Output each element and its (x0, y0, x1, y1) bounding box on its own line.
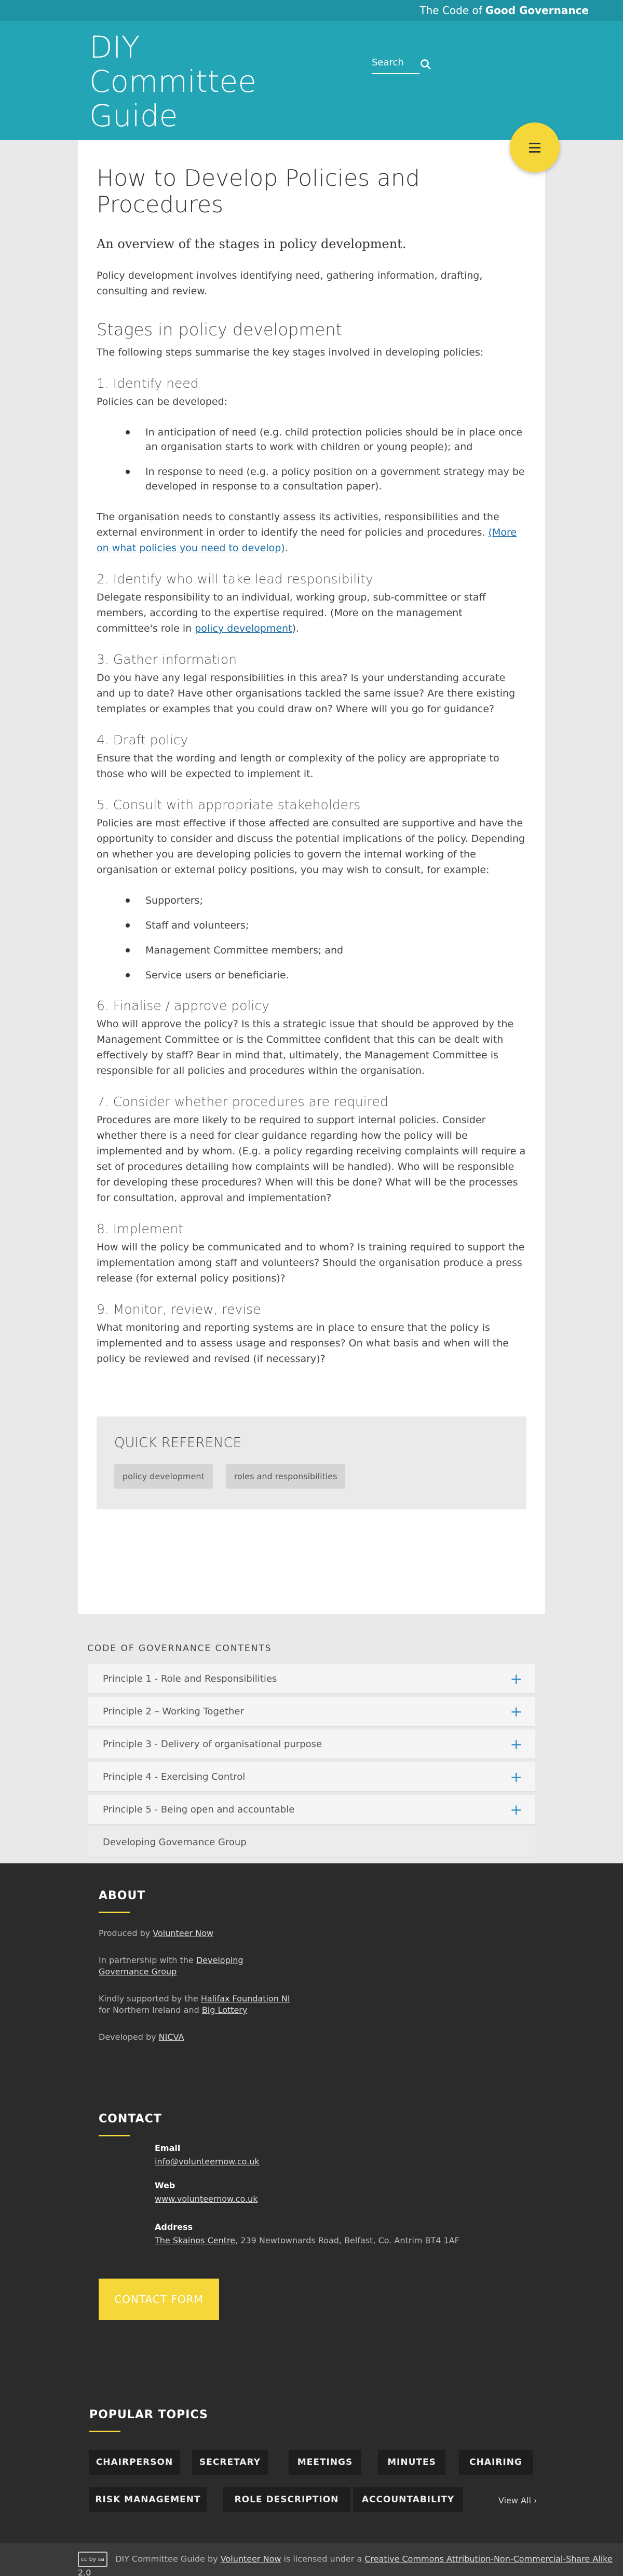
step-4-text: Ensure that the wording and length or complexity of the policy are appropriate to those who will be expected to implement it. (97, 753, 499, 780)
stages-intro: The following steps summarise the key stages involved in developing policies: (97, 347, 484, 358)
nicva-link[interactable]: NICVA (158, 2032, 184, 2042)
accordion-principle-1[interactable]: Principle 1 - Role and Responsibilities + (88, 1664, 535, 1694)
about-title: ABOUT (99, 1889, 146, 1902)
policy-development-link[interactable]: policy development (195, 623, 292, 634)
step-9-text: What monitoring and reporting systems are in place to ensure that the policy is implemented and to assess usage and responses? On what basis and when will the policy be reviewed and revised (if necessary)? (97, 1322, 509, 1365)
step-3-text: Do you have any legal responsibilities in this area? Is your understanding accurate and up to date? Have other organisations tackled the same issue? Are there existing templates or examples that you could draw on? Where will you go for guidance? (97, 672, 516, 715)
email-link[interactable]: info@volunteernow.co.uk (155, 2157, 260, 2166)
plus-icon: + (510, 1670, 522, 1687)
step-4-heading: 4. Draft policy (97, 732, 188, 747)
step-2-text: Delegate responsibility to an individual, working group, sub-committee or staff members, according to the expertise required. (More on the management committee's role in policy development). (97, 592, 486, 634)
skainos-link[interactable]: The Skainos Centre (155, 2236, 236, 2245)
about-rule (99, 1912, 130, 1913)
list-item: In anticipation of need (e.g. child protection policies should be in place once an organisation starts to work with children or young people); and (126, 425, 526, 454)
step-1-list (126, 425, 526, 494)
topic-secretary[interactable]: SECRETARY (192, 2450, 268, 2475)
tag-roles-responsibilities[interactable]: roles and responsibilities (226, 1464, 346, 1489)
step-1-paragraph: The organisation needs to constantly assess its activities, responsibilities and the external environment in order to identify the need for policies and procedures. (More on what policies you need to develop). (97, 511, 517, 554)
step-6-heading: 6. Finalise / approve policy (97, 998, 269, 1013)
code-contents (88, 1643, 535, 1860)
developing-governance-group-link[interactable]: Developing Governance Group (88, 1828, 535, 1858)
quick-reference-title: QUICK REFERENCE (114, 1435, 242, 1451)
step-5-list (126, 893, 526, 983)
step-7-heading: 7. Consider whether procedures are required (97, 1094, 388, 1109)
quick-reference (97, 1416, 526, 1509)
popular-rule (89, 2431, 120, 2432)
accordion-principle-5[interactable]: Principle 5 - Being open and accountable + (88, 1795, 535, 1825)
halifax-foundation-link[interactable]: Halifax Foundation NI (200, 1994, 290, 2003)
topic-chairing[interactable]: CHAIRING (459, 2450, 533, 2475)
list-item: In response to need (e.g. a policy position on a government strategy may be developed in response to a consultation paper). (126, 465, 526, 494)
step-1-text: Policies can be developed: (97, 396, 228, 407)
step-8-heading: 8. Implement (97, 1221, 184, 1236)
tag-policy-development[interactable]: policy development (114, 1464, 213, 1489)
step-1-heading: 1. Identify need (97, 376, 199, 391)
menu-button[interactable] (510, 122, 560, 172)
policies-link[interactable]: (More on what policies you need to develop) (97, 527, 517, 554)
contact-rule (99, 2135, 130, 2136)
topbar-strong: Good Governance (485, 4, 589, 17)
site-footer (0, 1863, 623, 2543)
accordion-principle-2[interactable]: Principle 2 – Working Together + (88, 1697, 535, 1727)
contact-address: Address The Skainos Centre, 239 Newtownards Road, Belfast, Co. Antrim BT4 1AF (155, 2222, 459, 2245)
step-2-heading: 2. Identify who will take lead responsibility (97, 571, 373, 587)
contact-section (99, 2112, 162, 2136)
step-8-text: How will the policy be communicated and to whom? Is training required to support the implementation among staff and volunteers? Should the organisation produce a press release (for external policy positions)? (97, 1242, 525, 1284)
popular-section (89, 2408, 208, 2432)
intro-text: Policy development involves identifying need, gathering information, drafting, consulting and review. (97, 270, 483, 297)
accordion-principle-4[interactable]: Principle 4 - Exercising Control + (88, 1762, 535, 1792)
web-link[interactable]: www.volunteernow.co.uk (155, 2194, 258, 2204)
logo-line-3: Guide (89, 98, 178, 133)
contact-email: Email info@volunteernow.co.uk (155, 2143, 260, 2166)
plus-icon: + (510, 1768, 522, 1786)
license-bar: cc by sa DIY Committee Guide by Volunteer Now is licensed under a Creative Commons Attribution-Non-Commercial-Share Alike 2.0 (0, 2543, 623, 2576)
page-title: How to Develop Policies and Procedures (97, 165, 420, 218)
top-bar (0, 0, 623, 21)
search-input[interactable]: Search (372, 57, 419, 74)
list-item: Staff and volunteers; (126, 918, 526, 933)
article-card (78, 140, 545, 1614)
list-item: Service users or beneficiarie. (126, 968, 526, 983)
site-header (0, 21, 623, 140)
logo-line-1: DIY (89, 30, 140, 65)
site-logo[interactable] (89, 30, 256, 133)
topic-accountability[interactable]: ACCOUNTABILITY (353, 2487, 463, 2512)
logo-line-2: Committee (89, 64, 256, 99)
hamburger-icon (529, 143, 540, 144)
stages-heading: Stages in policy development (97, 320, 343, 339)
topic-minutes[interactable]: MINUTES (378, 2450, 445, 2475)
step-5-heading: 5. Consult with appropriate stakeholders (97, 797, 361, 812)
creative-commons-badge: cc by sa (78, 2552, 107, 2567)
list-item: Supporters; (126, 893, 526, 908)
popular-title: POPULAR TOPICS (89, 2408, 208, 2421)
topic-meetings[interactable]: MEETINGS (289, 2450, 361, 2475)
topbar-prefix: The Code of (419, 4, 482, 17)
list-item: Management Committee members; and (126, 943, 526, 958)
step-9-heading: 9. Monitor, review, revise (97, 1302, 261, 1317)
volunteer-now-link[interactable]: Volunteer Now (153, 1928, 213, 1938)
contact-form-button[interactable]: CONTACT FORM (99, 2279, 219, 2320)
topic-role-description[interactable]: ROLE DESCRIPTION (223, 2487, 350, 2512)
view-all-link[interactable]: View All › (498, 2496, 537, 2505)
step-7-text: Procedures are more likely to be required to support internal policies. Consider whether there is a need for clear guidance regarding how the policy will be implemented and by whom. (E.g. a policy regarding receiving complaints will require a set of procedures detailing how complaints will be handled). Who will be responsible for developing these procedures? When will this be done? What will be the processes for consultation, approval and implementation? (97, 1114, 526, 1204)
search-icon[interactable] (419, 58, 432, 71)
plus-icon: + (510, 1735, 522, 1753)
developing-governance-link[interactable]: Developing Governance Group (99, 1955, 243, 1977)
code-contents-title: CODE OF GOVERNANCE CONTENTS (87, 1643, 272, 1654)
contact-title: CONTACT (99, 2112, 162, 2125)
plus-icon: + (510, 1702, 522, 1720)
license-volunteer-now-link[interactable]: Volunteer Now (220, 2554, 281, 2564)
about-section: ABOUT Produced by Volunteer Now In partnership with the Developing Governance Group Kindly supported by the Halifax Foundation NI for Northern Ireland and Big Lottery Developed by NICVA (99, 1889, 301, 2043)
plus-icon: + (510, 1801, 522, 1818)
accordion-principle-3[interactable]: Principle 3 - Delivery of organisational purpose + (88, 1729, 535, 1760)
step-3-heading: 3. Gather information (97, 652, 237, 667)
topic-chairperson[interactable]: CHAIRPERSON (89, 2450, 180, 2475)
big-lottery-link[interactable]: Big Lottery (201, 2005, 248, 2015)
topic-risk-management[interactable]: RISK MANAGEMENT (89, 2487, 207, 2512)
step-5-text: Policies are most effective if those affected are consulted are supportive and have the opportunity to consider and discuss the potential implications of the policy. Depending on whether you are developing policies to govern the internal working of the organisation or external policy positions, you may wish to consult, for example: (97, 817, 525, 876)
step-6-text: Who will approve the policy? Is this a strategic issue that should be approved by the Management Committee or is the Committee confident that this can be dealt with effectively by staff? Bear in mind that, ultimately, the Management Committee is responsible for all policies and procedures within the organisation. (97, 1018, 514, 1076)
article-subtitle: An overview of the stages in policy development. (97, 237, 407, 251)
contact-web: Web www.volunteernow.co.uk (155, 2180, 258, 2204)
license-link[interactable]: Creative Commons Attribution-Non-Commercial-Share Alike 2.0 (78, 2554, 613, 2576)
